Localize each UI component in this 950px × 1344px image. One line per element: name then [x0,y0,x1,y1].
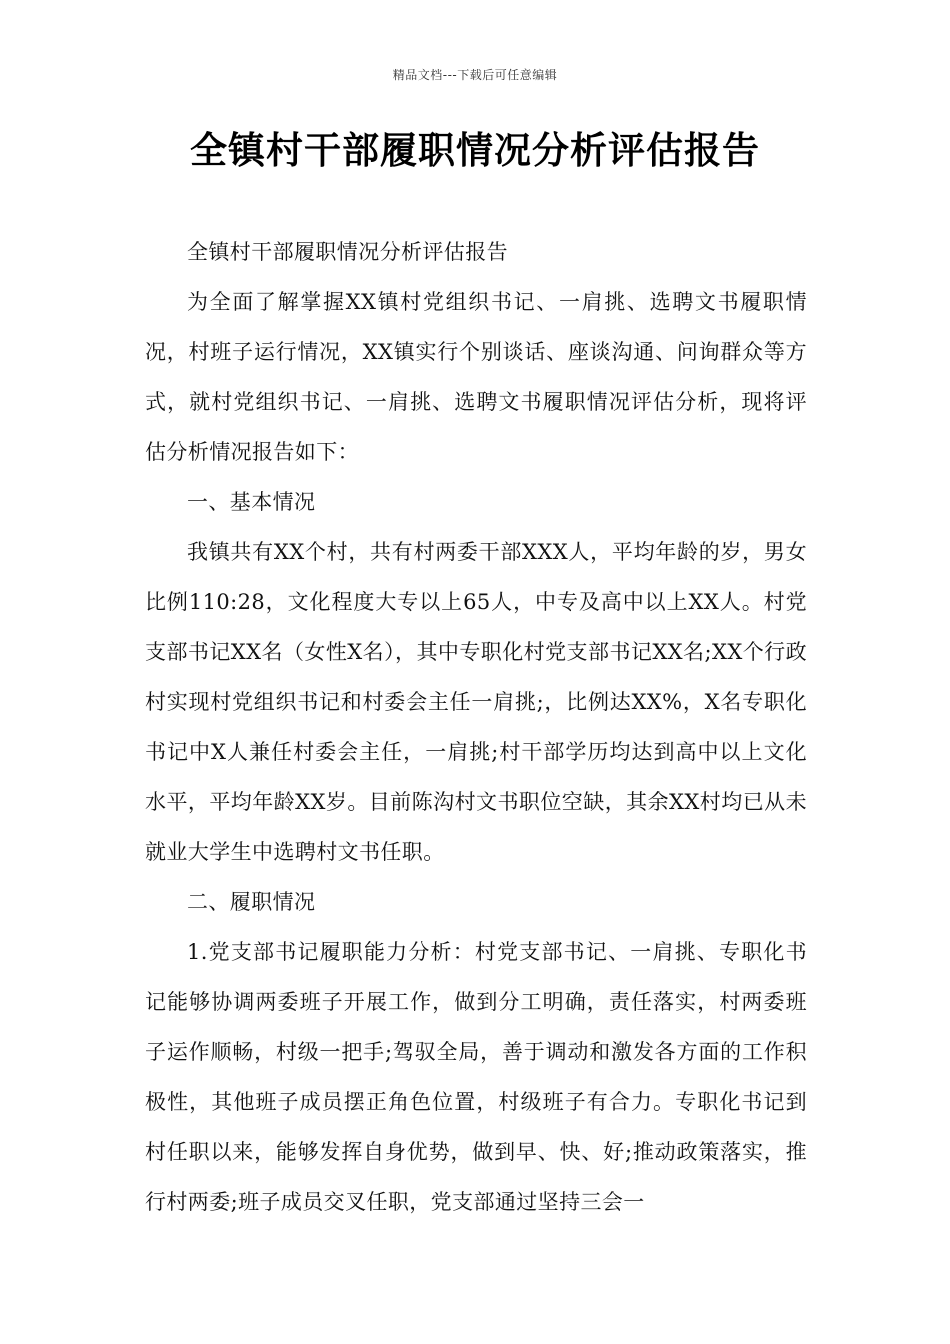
section-heading-duty: 二、履职情况 [187,890,316,914]
header-note: 精品文档---下载后可任意编辑 [392,68,558,82]
paragraph-duty-1: 1.党支部书记履职能力分析：村党支部书记、一肩挑、专职化书记能够协调两委班子开展工作，做到分工明确，责任落实，村两委班子运作顺畅，村级一把手;驾驭全局，善于调动和激发各方面的工作积极性，其他班子成员摆正角色位置，村级班子有合力。专职化书记到村任职以来，能够发挥自身优势，做到早、快、好;推动政策落实，推行村两委;班子成员交叉任职，党支部通过坚持三会一 [145,940,807,1214]
paragraph-basic: 我镇共有XX个村，共有村两委干部XXX人，平均年龄的岁，男女比例110:28，文化程度大专以上65人，中专及高中以上XX人。村党支部书记XX名（女性X名），其中专职化村党支部书记XX名;XX个行政村实现村党组织书记和村委会主任一肩挑;，比例达XX%，X名专职化书记中X人兼任村委会主任，一肩挑;村干部学历均达到高中以上文化水平，平均年龄XX岁。目前陈沟村文书职位空缺，其余XX村均已从未就业大学生中选聘村文书任职。 [145,540,807,864]
paragraph-intro: 为全面了解掌握XX镇村党组织书记、一肩挑、选聘文书履职情况，村班子运行情况，XX镇实行个别谈话、座谈沟通、问询群众等方式，就村党组织书记、一肩挑、选聘文书履职情况评估分析，现将评估分析情况报告如下： [145,290,807,464]
document-title: 全镇村干部履职情况分析评估报告 [190,129,760,172]
section-heading-basic: 一、基本情况 [187,490,316,514]
paragraph-subtitle: 全镇村干部履职情况分析评估报告 [187,240,508,264]
document-body [145,227,807,1227]
